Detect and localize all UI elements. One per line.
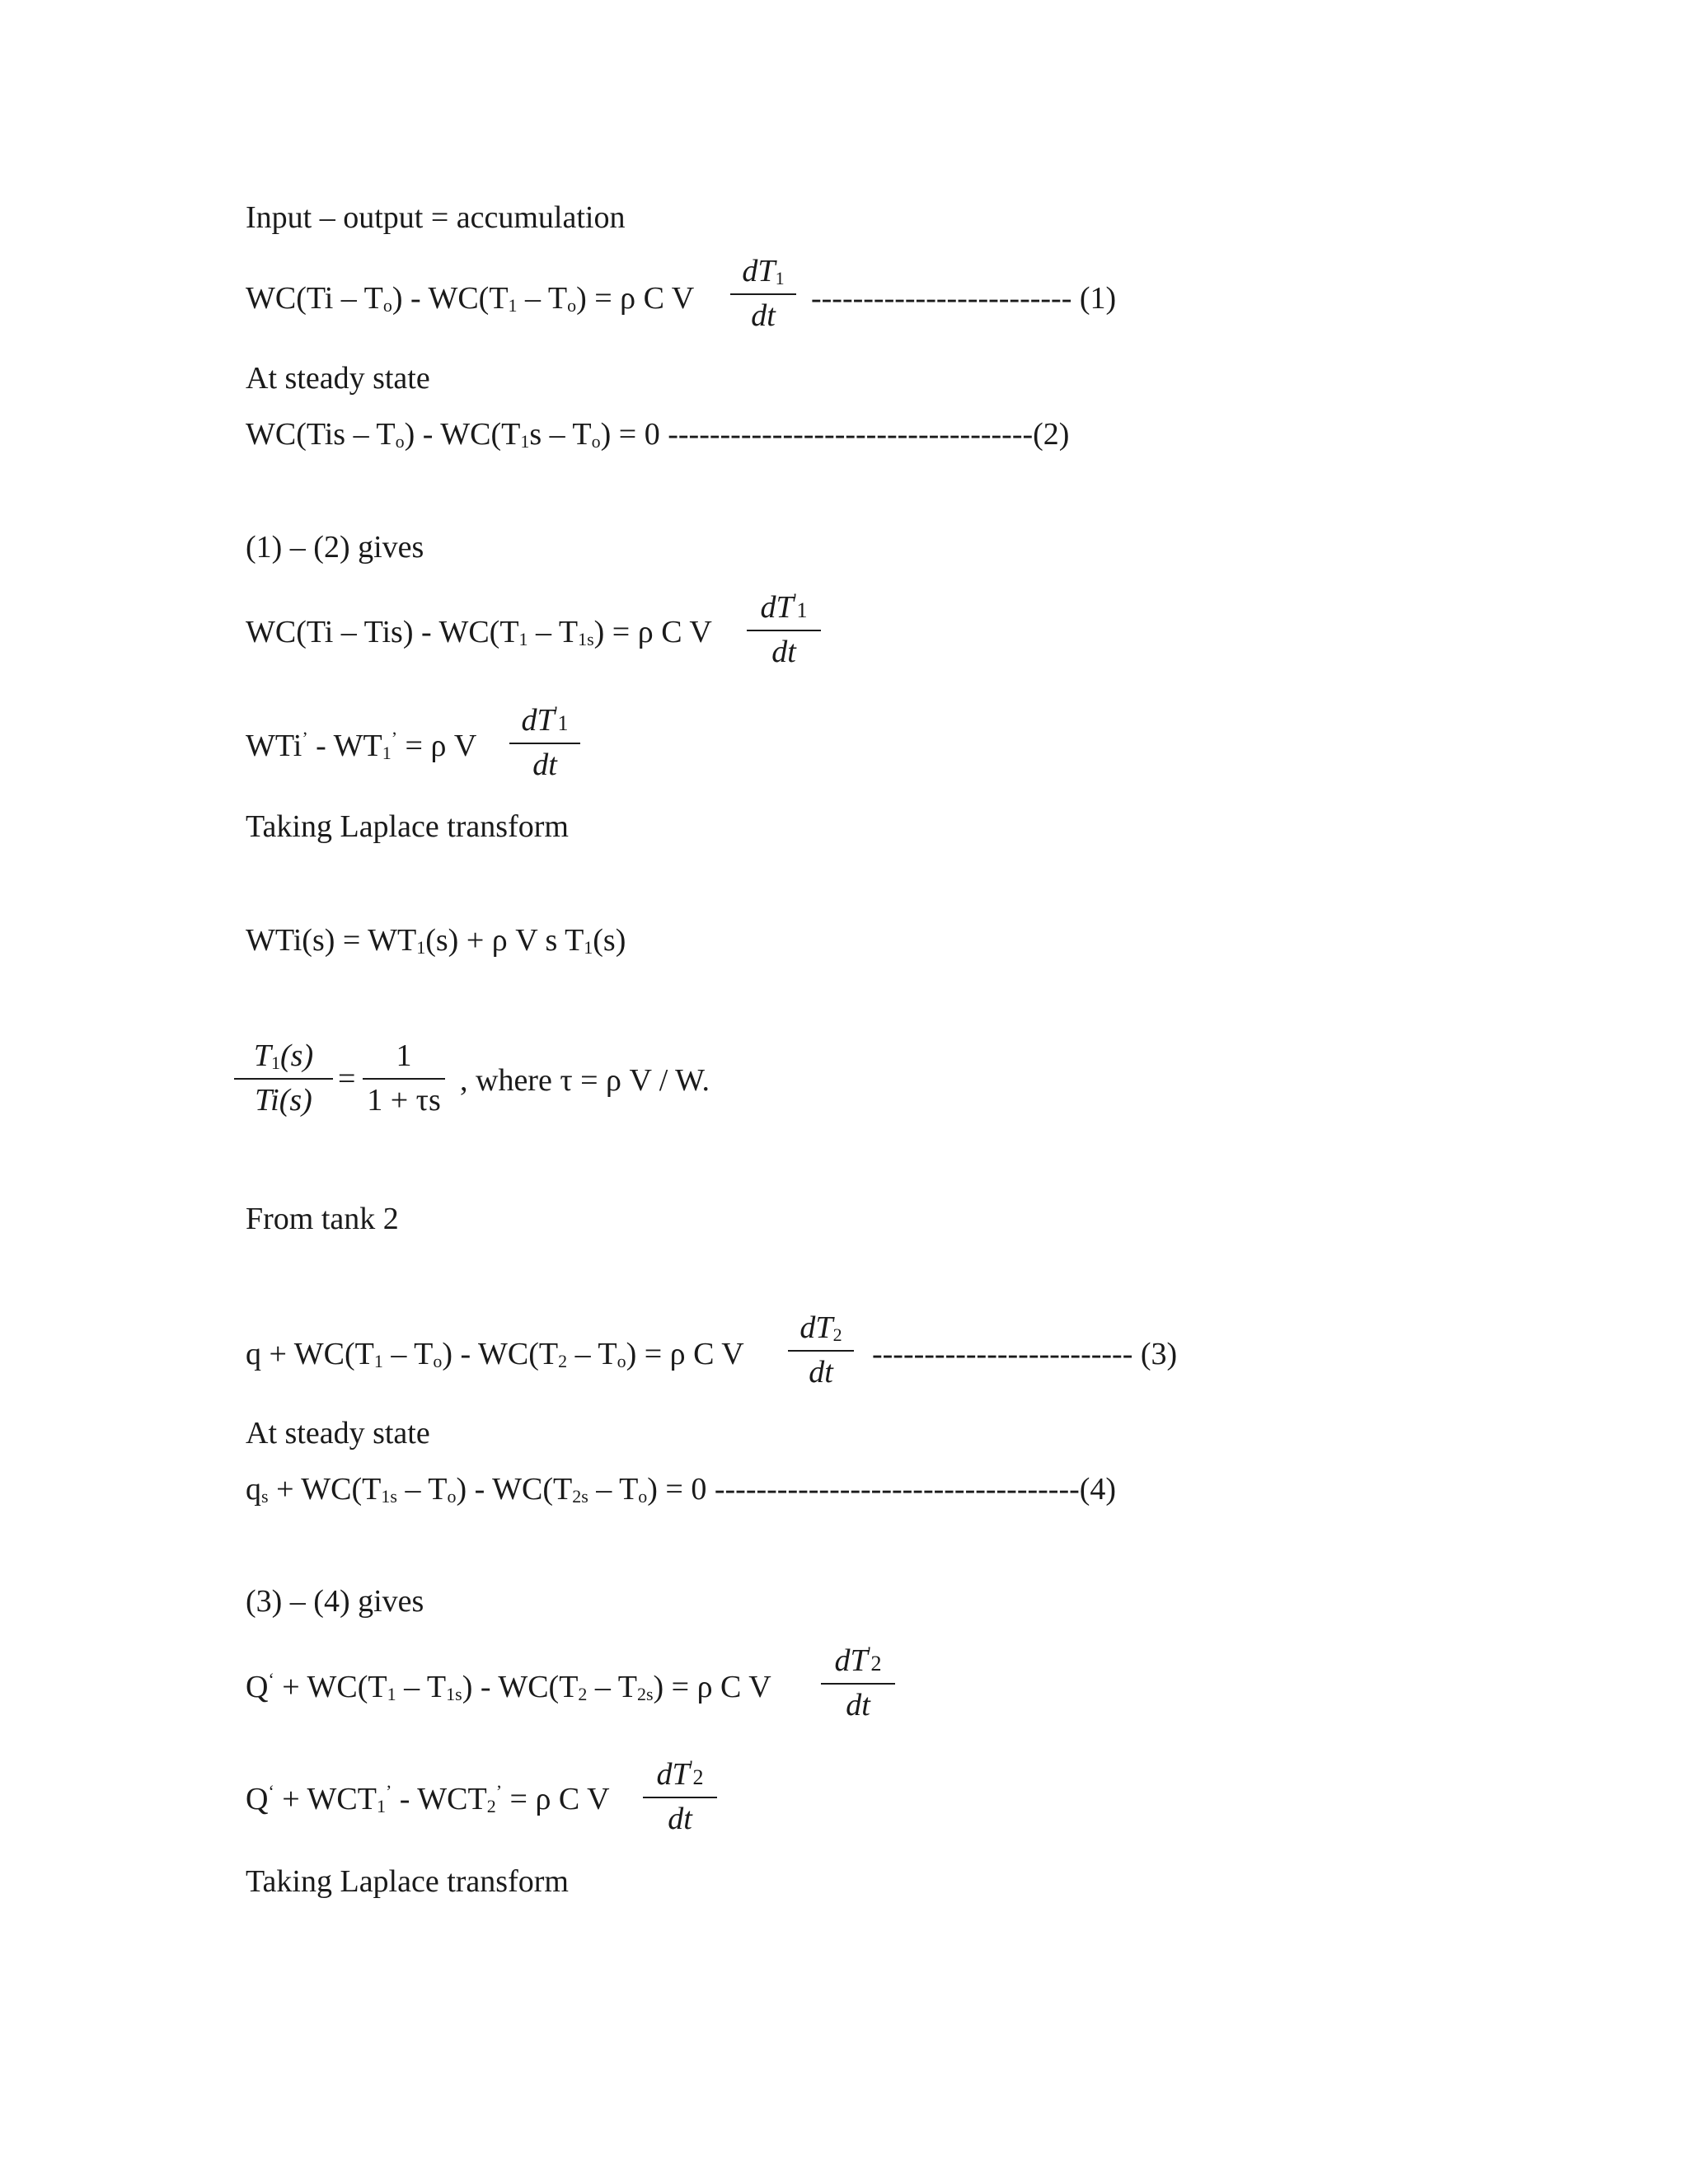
equation-3-label: ------------------------- (3) [872, 1337, 1178, 1371]
transfer-function-equals: = [338, 1062, 356, 1096]
time-constant-definition: , where τ = ρ V / W. [460, 1063, 710, 1098]
fraction-dT1prime-dt-b: dT'1 dt [509, 705, 580, 780]
transfer-function-rhs: 1 1 + τs [363, 1040, 445, 1116]
deviation-equation-4: $Q^‘ + WCT_1^’ - WCT_2^’ = \rho$ C V [246, 1781, 610, 1816]
equation-1: $WC(Ti - T_o) - WC(T_1 - T_o) = \rho$ C V [246, 281, 695, 316]
equation-1-label: ------------------------- (1) [811, 281, 1117, 316]
steady-state-heading-1: At steady state [246, 361, 430, 396]
fraction-dT1prime-dt-a: dT'1 dt [747, 592, 821, 668]
fraction-dT2prime-dt-b: dT'2 dt [643, 1759, 717, 1835]
laplace-heading-1: Taking Laplace transform [246, 809, 569, 844]
difference-heading-1: (1) – (2) gives [246, 530, 424, 565]
fraction-dT2-dt: $dT_2$ dt [788, 1312, 854, 1388]
laplace-equation-1: $WTi(s) = WT_1(s) + \rho$ V s $T_1(s)$ [246, 923, 626, 958]
deviation-equation-2: $WTi^’ - WT_1^’ = \rho$ V [246, 728, 477, 763]
deviation-equation-3: $Q^‘ + WC(T_1 - T_{1s}) - WC(T_2 - T_{2s}) = \rho$ C V [246, 1669, 771, 1704]
steady-state-heading-2: At steady state [246, 1416, 430, 1451]
transfer-function-lhs: $T_1(s)$ Ti(s) [234, 1040, 333, 1116]
balance-heading: Input – output = accumulation [246, 200, 626, 235]
laplace-heading-2: Taking Laplace transform [246, 1864, 569, 1899]
fraction-dT1-dt: $dT_1$ dt [730, 255, 796, 331]
equation-3: $q + WC(T_1 - T_o) - WC(T_2 - T_o) = \rho$ C V [246, 1337, 744, 1371]
deviation-equation-1: $WC(Ti - Tis) - WC(T_1 - T_{1s}) = \rho$ C V [246, 615, 712, 649]
equation-4: $q_s + WC(T_{1s} - T_o) - WC(T_{2s} - T_o) = 0$ -----------------------------------(4) [246, 1472, 1117, 1507]
equation-2: $WC(Tis - T_o) - WC(T_1s - T_o) = 0$ -----------------------------------(2) [246, 417, 1070, 452]
difference-heading-2: (3) – (4) gives [246, 1584, 424, 1619]
tank-2-heading: From tank 2 [246, 1202, 399, 1236]
fraction-dT2prime-dt-a: dT'2 dt [821, 1645, 895, 1721]
